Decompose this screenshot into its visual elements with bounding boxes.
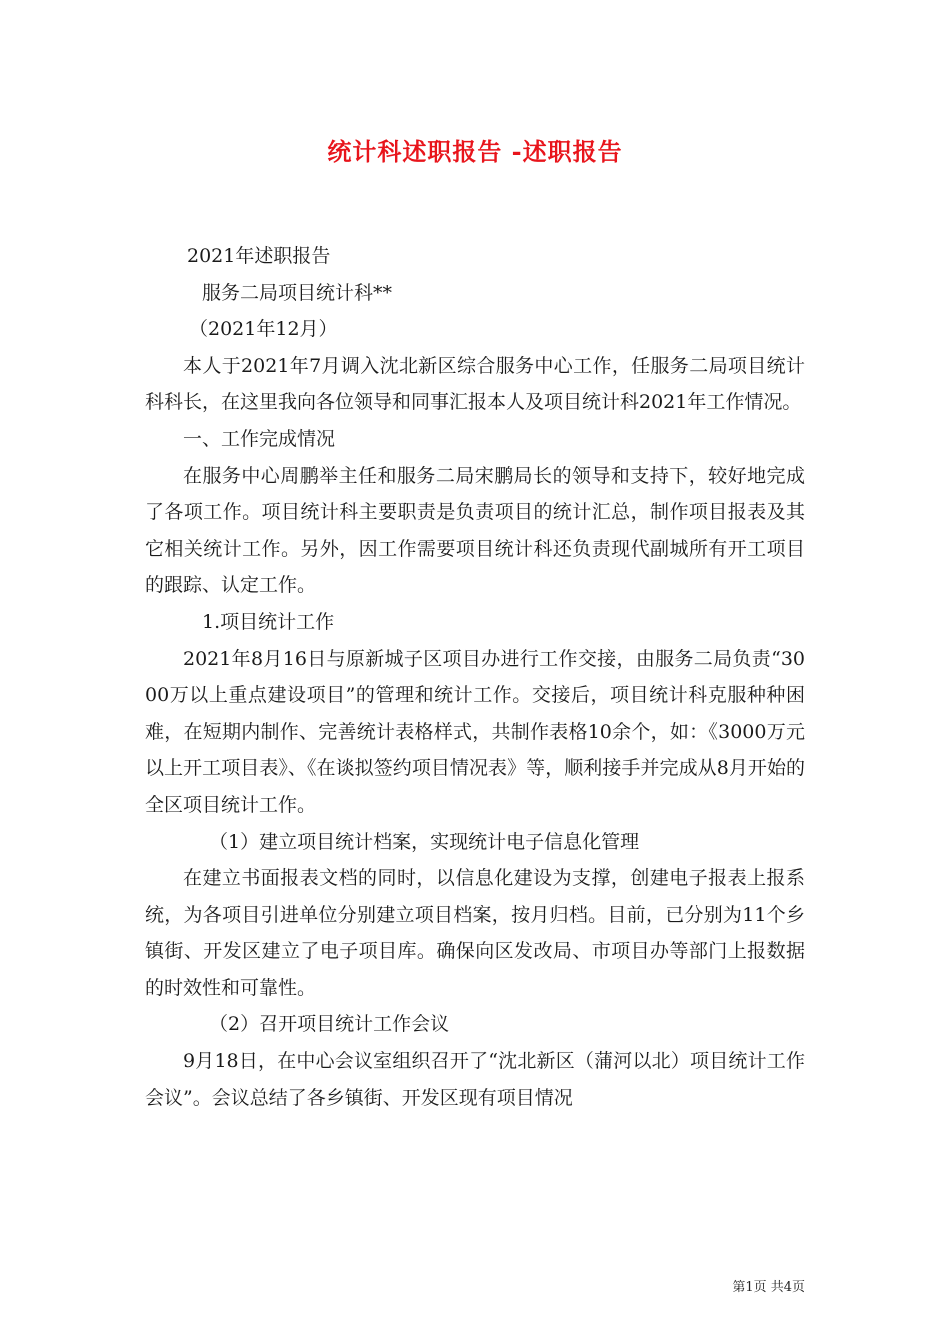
document-title: 统计科述职报告 -述职报告: [327, 137, 623, 166]
body-paragraph: 在建立书面报表文档的同时，以信息化建设为支撑，创建电子报表上报系统，为各项目引进单位分别建立项目档案，按月归档。目前，已分别为11个乡镇街、开发区建立了电子项目库。确保向区发改局、市项目办等部门上报数据的时效性和可靠性。: [145, 867, 805, 999]
body-paragraph: 在服务中心周鹏举主任和服务二局宋鹏局长的领导和支持下，较好地完成了各项工作。项目统计科主要职责是负责项目的统计汇总，制作项目报表及其它相关统计工作。另外，因工作需要项目统计科还负责现代副城所有开工项目的跟踪、认定工作。: [145, 464, 805, 597]
department-line: 服务二局项目统计科**: [202, 281, 393, 304]
report-year-line: 2021年述职报告: [187, 245, 331, 267]
section-heading: 一、工作完成情况: [183, 427, 336, 450]
page-footer: 第1页 共4页: [732, 1280, 805, 1295]
body-paragraph: 9月18日，在中心会议室组织召开了“沈北新区（蒲河以北）项目统计工作会议”。会议总结了各乡镇街、开发区现有项目情况: [145, 1050, 805, 1109]
document-body: [145, 238, 805, 1116]
item-heading: （1）建立项目统计档案，实现统计电子信息化管理: [209, 830, 640, 853]
body-paragraph: 2021年8月16日与原新城子区项目办进行工作交接，由服务二局负责“3000万以上重点建设项目”的管理和统计工作。交接后，项目统计科克服种种困难，在短期内制作、完善统计表格样式，共制作表格10余个，如：《3000万元以上开工项目表》、《在谈拟签约项目情况表》等，顺利接手并完成从8月开始的全区项目统计工作。: [145, 647, 805, 816]
intro-paragraph: 本人于2021年7月调入沈北新区综合服务中心工作，任服务二局项目统计科科长，在这里我向各位领导和同事汇报本人及项目统计科2021年工作情况。: [145, 354, 805, 414]
item-heading: （2）召开项目统计工作会议: [209, 1013, 450, 1036]
date-line: （2021年12月）: [189, 318, 338, 341]
subsection-heading: 1.项目统计工作: [202, 610, 335, 633]
